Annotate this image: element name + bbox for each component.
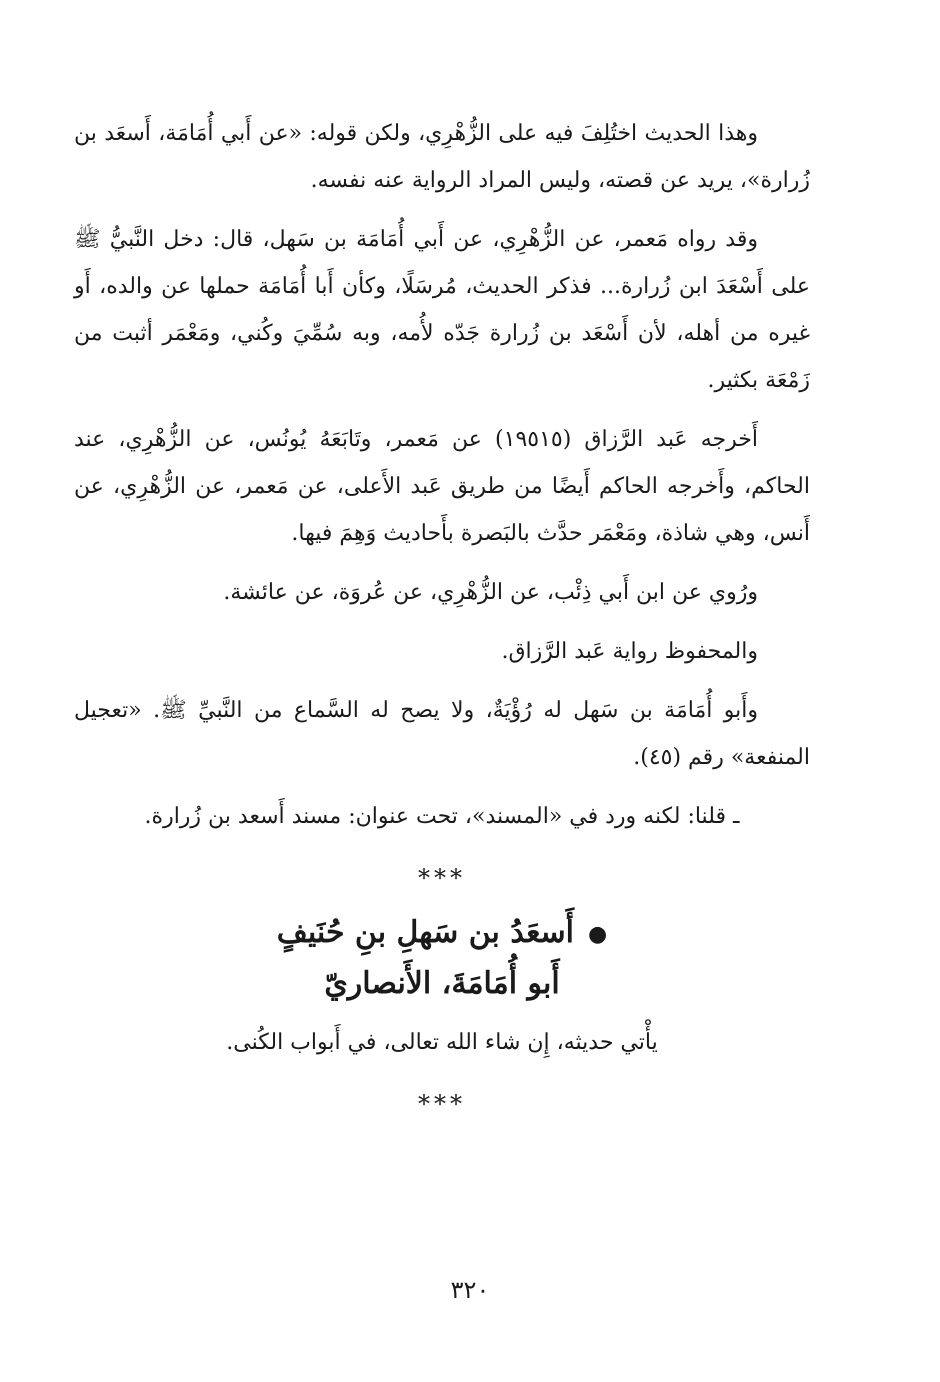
separator-stars-top: *** [418, 864, 466, 892]
editor-note: ـ قلنا: لكنه ورد في «المسند»، تحت عنوان: مسند أَسعد بن زُرارة. [144, 804, 740, 829]
paragraph-3: أَخرجه عَبد الرَّزاق (١٩٥١٥) عن مَعمر، وتَابَعَهُ يُونُس، عن الزُّهْرِي، عند الحاكم، وأَخرجه الحاكم أَيضًا من طريق عَبد الأَعلى، عن مَعمر، عن الزُّهْرِي، عن أَنس، وهي شاذة، ومَعْمَر حدَّث بالبَصرة بأَحاديث وَهِمَ فيها. [74, 427, 810, 546]
entry-title-text: أَسعَدُ بن سَهلِ بنِ حُنَيفٍ [276, 915, 575, 950]
bullet-icon: ● [588, 921, 608, 947]
paragraph-4: ورُوي عن ابن أَبي ذِئْب، عن الزُّهْرِي، عن عُروَة، عن عائشة. [223, 580, 758, 605]
separator-stars-bottom: *** [418, 1090, 466, 1118]
page-number: ٣٢٠ [450, 1276, 490, 1304]
paragraph-2: وقد رواه مَعمر، عن الزُّهْرِي، عن أَبي أُمَامَة بن سَهل، قال: دخل النَّبيُّ ﷺ على أَسْعَدَ ابن زُرارة... فذكر الحديث، مُرسَلًا، وكأن أَبا أُمَامَة حملها عن والده، أَو غيره من أهله، لأن أَسْعَد بن زُرارة جَدّه لأُمه، وبه سُمِّيَ وكُني، ومَعْمَر أثبت من زَمْعَة بكثير. [74, 227, 810, 393]
entry-title [74, 908, 810, 959]
paragraph-1: وهذا الحديث اختُلِفَ فيه على الزُّهْرِي، ولكن قوله: «عن أَبي أُمَامَة، أَسعَد بن زُرارة»، يريد عن قصته، وليس المراد الرواية عنه نفسه. [74, 121, 810, 193]
entry-subtitle: أَبو أُمَامَةَ، الأَنصاريّ [324, 966, 560, 1001]
entry-text: يأْتي حديثه، إِن شاء الله تعالى، في أَبواب الكُنى. [226, 1030, 658, 1055]
paragraph-6: وأَبو أُمَامَة بن سَهل له رُؤْيَةٌ، ولا يصح له السَّماع من النَّبيِّ ﷺ. «تعجيل المنفعة» رقم (٤٥). [74, 698, 810, 770]
body-text [74, 110, 810, 1134]
paragraph-5: والمحفوظ رواية عَبد الرَّزاق. [501, 639, 758, 664]
